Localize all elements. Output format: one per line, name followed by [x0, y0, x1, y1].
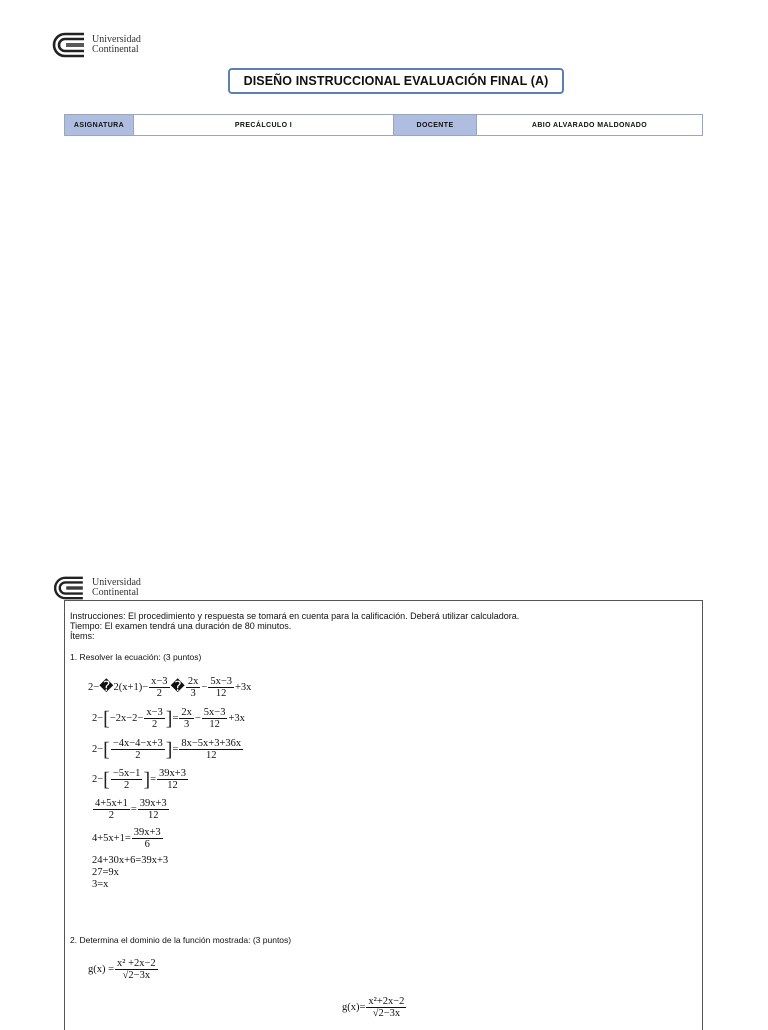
- teacher-label: DOCENTE: [394, 115, 477, 136]
- instructions: [70, 611, 519, 641]
- unknown-glyph-icon: �: [170, 679, 185, 695]
- university-logo-page2: [52, 576, 141, 600]
- q1-step-6: 24+30x+6=39x+3: [92, 855, 169, 866]
- q1-step-3: 2−[ $\frac{-5x-1}{2}$ ]= $\frac{39x+3}{12}$: [92, 768, 186, 791]
- q1-step-1: 2−[−2x−2− $\frac{x-3}{2}$ ]= $\frac{2x}{3}$ − $\frac{5x-3}{12}$ +3x: [92, 707, 245, 730]
- question-1-heading: 1. Resolver la ecuación: (3 puntos): [70, 652, 202, 662]
- q1-step-7: 27=9x: [92, 867, 119, 878]
- document-title: DISEÑO INSTRUCCIONAL EVALUACIÓN FINAL (A): [228, 68, 564, 94]
- q1-step-5: 4+5x+1= $\frac{39x+3}{6}$: [92, 827, 161, 850]
- logo-wordmark: Universidad Continental: [92, 577, 141, 598]
- question-2-heading: 2. Determina el dominio de la función mostrada: (3 puntos): [70, 935, 292, 945]
- q2-function-2: g(x)= $\frac{\text{x²+2x−2}}{√2-3x}$: [342, 996, 405, 1019]
- logo-wordmark: Universidad Continental: [92, 34, 141, 55]
- q1-step-4: $\frac{4+5x+1}{2}$ = $\frac{39x+3}{12}$: [95, 798, 167, 821]
- teacher-value: ABIO ALVARADO MALDONADO: [477, 115, 703, 136]
- unknown-glyph-icon: �: [99, 679, 114, 695]
- subject-label: ASIGNATURA: [65, 115, 134, 136]
- subject-value: PRECÁLCULO I: [134, 115, 394, 136]
- university-logo-icon: [52, 32, 86, 58]
- q1-step-2: 2−[ $\frac{-4x-4-x+3}{2}$ ]= $\frac{8x-5x+3+36x}{12}$: [92, 738, 242, 761]
- q1-step-0: 2−�2(x+1)− $\frac{x-3}{2}$ � $\frac{2x}{3}$ − $\frac{5x-3}{12}$ +3x: [88, 676, 252, 699]
- course-info-table: [64, 114, 703, 136]
- instructions-line-1: Instrucciones: El procedimiento y respuesta se tomará en cuenta para la calificación. Deberá utilizar calculadora.: [70, 611, 520, 621]
- university-logo: [52, 32, 141, 58]
- instructions-line-3: Ítems:: [70, 631, 95, 641]
- q1-step-8: 3=x: [92, 879, 109, 890]
- instructions-line-2: Tiempo: El examen tendrá una duración de 80 minutos.: [70, 621, 292, 631]
- university-logo-icon: [52, 576, 86, 600]
- q2-function-1: g(x) = $\frac{\text{x² +2x−2}}{√2-3x}$: [88, 958, 156, 981]
